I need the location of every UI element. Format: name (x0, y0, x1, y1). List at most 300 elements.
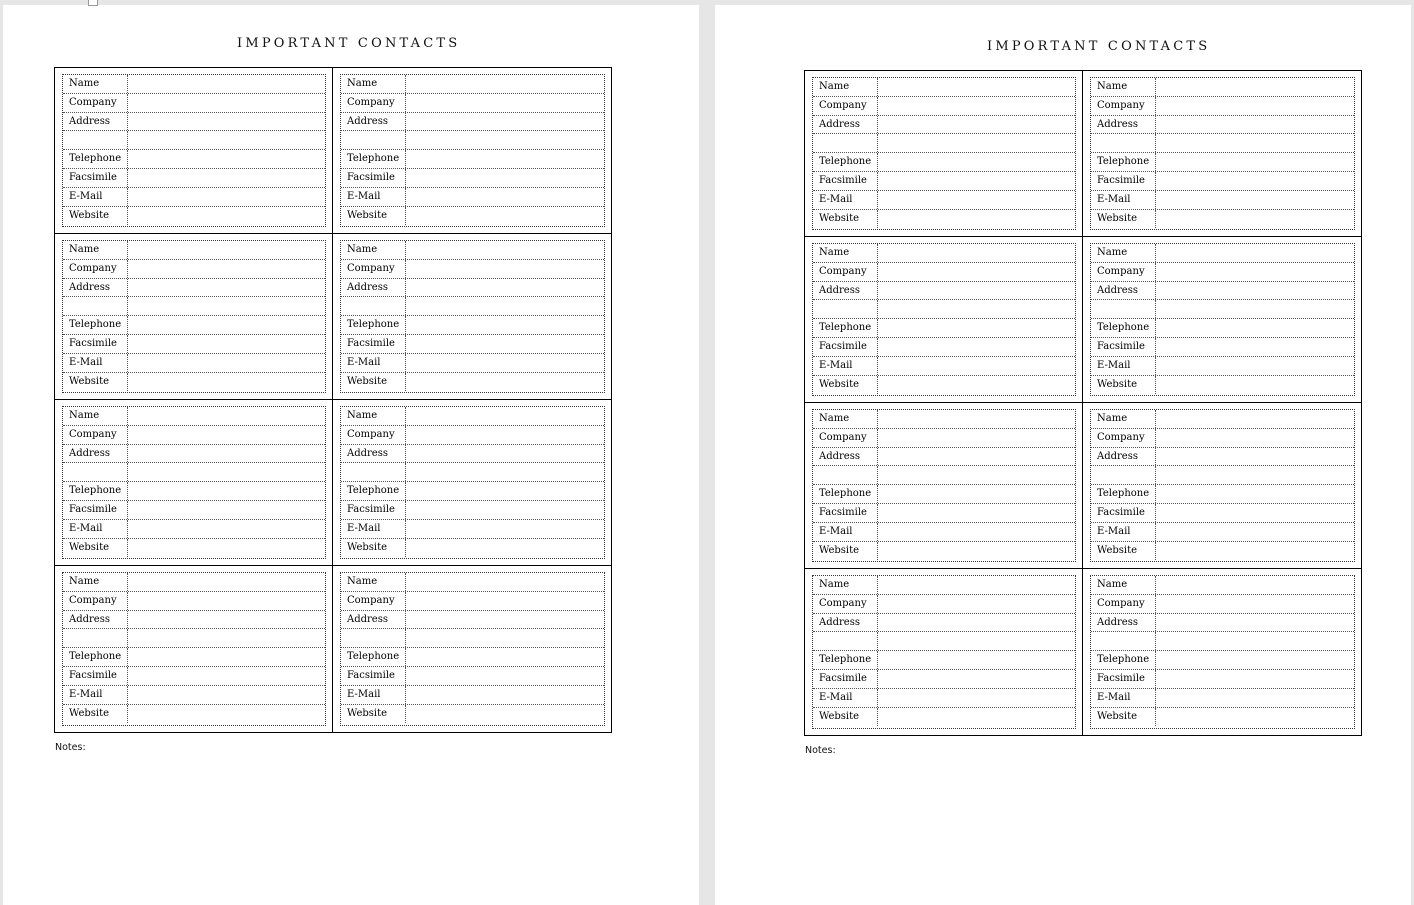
field-label: Website (341, 539, 406, 558)
contact-card (62, 74, 326, 227)
contact-field-row (1091, 614, 1354, 633)
field-value-cell[interactable] (1156, 376, 1354, 395)
field-label: Website (813, 708, 878, 727)
field-value-cell[interactable] (1156, 134, 1354, 152)
field-label: Telephone (813, 651, 878, 669)
field-label (341, 629, 406, 647)
field-value-cell[interactable] (878, 78, 1075, 96)
contact-field-row (63, 354, 325, 373)
field-value-cell[interactable] (1156, 210, 1354, 229)
field-value-cell[interactable] (128, 207, 325, 226)
field-value-cell[interactable] (878, 376, 1075, 395)
field-value-cell[interactable] (128, 667, 325, 685)
contact-field-row (813, 576, 1075, 595)
field-label: Facsimile (813, 504, 878, 522)
contact-field-row (1091, 300, 1354, 319)
field-value-cell[interactable] (878, 191, 1075, 209)
field-label: Telephone (341, 482, 406, 500)
field-value-cell[interactable] (406, 445, 604, 463)
contact-field-row (341, 297, 604, 316)
field-value-cell[interactable] (1156, 632, 1354, 650)
field-label: Name (63, 241, 128, 259)
contact-field-row (1091, 523, 1354, 542)
contact-field-row (1091, 210, 1354, 229)
field-value-cell[interactable] (128, 501, 325, 519)
contact-field-row (1091, 319, 1354, 338)
field-value-cell[interactable] (878, 116, 1075, 134)
field-value-cell[interactable] (1156, 689, 1354, 707)
field-value-cell[interactable] (1156, 410, 1354, 428)
field-value-cell[interactable] (406, 463, 604, 481)
field-label: Company (1091, 263, 1156, 281)
field-value-cell[interactable] (1156, 319, 1354, 337)
field-label: Telephone (341, 316, 406, 334)
field-value-cell[interactable] (1156, 191, 1354, 209)
field-value-cell[interactable] (406, 667, 604, 685)
field-value-cell[interactable] (406, 207, 604, 226)
contact-field-row (1091, 134, 1354, 153)
contact-field-row (1091, 263, 1354, 282)
contact-field-row (813, 632, 1075, 651)
contact-field-row (1091, 595, 1354, 614)
field-value-cell[interactable] (128, 169, 325, 187)
field-value-cell[interactable] (1156, 485, 1354, 503)
field-label: E-Mail (1091, 523, 1156, 541)
field-label: E-Mail (813, 523, 878, 541)
field-label: Company (341, 592, 406, 610)
field-value-cell[interactable] (128, 482, 325, 500)
contact-field-row (1091, 376, 1354, 395)
contact-card-cell (805, 237, 1083, 403)
contact-field-row (341, 94, 604, 113)
field-value-cell[interactable] (878, 153, 1075, 171)
contact-field-row (813, 244, 1075, 263)
field-value-cell[interactable] (128, 188, 325, 206)
field-value-cell[interactable] (1156, 282, 1354, 300)
contact-field-row (813, 614, 1075, 633)
contact-field-row (813, 191, 1075, 210)
contact-field-row (341, 501, 604, 520)
field-value-cell[interactable] (878, 97, 1075, 115)
field-value-cell[interactable] (128, 150, 325, 168)
field-value-cell[interactable] (128, 113, 325, 131)
field-value-cell[interactable] (1156, 651, 1354, 669)
field-value-cell[interactable] (406, 316, 604, 334)
contact-field-row (813, 523, 1075, 542)
page-title: IMPORTANT CONTACTS (237, 36, 461, 51)
field-value-cell[interactable] (406, 407, 604, 425)
field-value-cell[interactable] (878, 595, 1075, 613)
contact-field-row (341, 592, 604, 611)
field-label: Company (63, 592, 128, 610)
contact-field-row (341, 445, 604, 464)
field-label: Website (341, 207, 406, 226)
field-label: Name (63, 407, 128, 425)
field-label: Facsimile (63, 667, 128, 685)
contact-card-cell (55, 566, 333, 732)
field-label: E-Mail (63, 354, 128, 372)
field-label: Telephone (1091, 485, 1156, 503)
contact-field-row (341, 260, 604, 279)
contact-field-row (1091, 410, 1354, 429)
field-value-cell[interactable] (878, 632, 1075, 650)
field-label: Website (341, 705, 406, 724)
contact-field-row (1091, 97, 1354, 116)
field-value-cell[interactable] (406, 573, 604, 591)
field-label: Website (63, 539, 128, 558)
contact-field-row (813, 338, 1075, 357)
contact-field-row (63, 445, 325, 464)
field-value-cell[interactable] (406, 426, 604, 444)
contact-card (1090, 575, 1355, 729)
contact-card (62, 572, 326, 726)
field-value-cell[interactable] (878, 542, 1075, 561)
field-value-cell[interactable] (406, 131, 604, 149)
contact-field-row (813, 429, 1075, 448)
field-label: Name (341, 75, 406, 93)
field-value-cell[interactable] (878, 282, 1075, 300)
field-label: Name (813, 576, 878, 594)
field-value-cell[interactable] (406, 335, 604, 353)
contact-field-row (63, 94, 325, 113)
field-value-cell[interactable] (406, 113, 604, 131)
contact-card-cell (333, 68, 611, 234)
field-value-cell[interactable] (128, 426, 325, 444)
contact-card (340, 240, 605, 393)
contact-card-cell (1083, 71, 1361, 237)
field-label: E-Mail (63, 686, 128, 704)
contact-field-row (341, 573, 604, 592)
field-value-cell[interactable] (128, 407, 325, 425)
field-value-cell[interactable] (878, 708, 1075, 727)
field-value-cell[interactable] (1156, 504, 1354, 522)
contact-field-row (1091, 78, 1354, 97)
contact-field-row (63, 501, 325, 520)
contact-field-row (341, 316, 604, 335)
field-value-cell[interactable] (128, 629, 325, 647)
contact-card (340, 572, 605, 726)
field-value-cell[interactable] (406, 279, 604, 297)
contact-field-row (63, 611, 325, 630)
field-value-cell[interactable] (128, 131, 325, 149)
field-value-cell[interactable] (406, 297, 604, 315)
field-label (63, 297, 128, 315)
contact-card (812, 243, 1076, 396)
contact-card-cell (805, 71, 1083, 237)
field-value-cell[interactable] (878, 244, 1075, 262)
field-value-cell[interactable] (406, 520, 604, 538)
field-value-cell[interactable] (878, 523, 1075, 541)
field-value-cell[interactable] (878, 338, 1075, 356)
field-value-cell[interactable] (128, 463, 325, 481)
field-value-cell[interactable] (128, 354, 325, 372)
field-label: Name (341, 573, 406, 591)
field-value-cell[interactable] (1156, 523, 1354, 541)
field-value-cell[interactable] (128, 539, 325, 558)
field-value-cell[interactable] (878, 448, 1075, 466)
contact-field-row (63, 373, 325, 392)
field-label: Website (63, 705, 128, 724)
field-value-cell[interactable] (128, 75, 325, 93)
field-value-cell[interactable] (128, 297, 325, 315)
field-label: Company (813, 595, 878, 613)
field-label: Website (813, 210, 878, 229)
field-value-cell[interactable] (406, 241, 604, 259)
contact-field-row (63, 629, 325, 648)
contact-field-row (813, 282, 1075, 301)
field-value-cell[interactable] (406, 539, 604, 558)
field-label: Address (813, 282, 878, 300)
field-label: E-Mail (813, 689, 878, 707)
contact-field-row (1091, 504, 1354, 523)
field-value-cell[interactable] (878, 410, 1075, 428)
field-label: Address (341, 113, 406, 131)
field-value-cell[interactable] (1156, 300, 1354, 318)
field-value-cell[interactable] (128, 520, 325, 538)
field-label: Telephone (341, 150, 406, 168)
field-value-cell[interactable] (878, 172, 1075, 190)
field-label: Address (813, 116, 878, 134)
field-value-cell[interactable] (878, 504, 1075, 522)
field-value-cell[interactable] (406, 94, 604, 112)
field-value-cell[interactable] (878, 614, 1075, 632)
contact-field-row (63, 686, 325, 705)
field-label: Company (63, 260, 128, 278)
field-value-cell[interactable] (128, 94, 325, 112)
contact-field-row (1091, 708, 1354, 727)
field-label: Facsimile (341, 335, 406, 353)
field-label: Facsimile (63, 335, 128, 353)
field-value-cell[interactable] (1156, 448, 1354, 466)
field-value-cell[interactable] (1156, 466, 1354, 484)
field-value-cell[interactable] (128, 592, 325, 610)
field-label: Company (63, 426, 128, 444)
field-value-cell[interactable] (1156, 670, 1354, 688)
field-value-cell[interactable] (1156, 116, 1354, 134)
field-value-cell[interactable] (1156, 78, 1354, 96)
contact-field-row (1091, 448, 1354, 467)
page-title: IMPORTANT CONTACTS (987, 39, 1211, 54)
contact-field-row (1091, 485, 1354, 504)
contact-card-cell (805, 569, 1083, 735)
field-value-cell[interactable] (128, 573, 325, 591)
contact-field-row (813, 210, 1075, 229)
field-value-cell[interactable] (878, 429, 1075, 447)
field-value-cell[interactable] (878, 670, 1075, 688)
contact-field-row (813, 595, 1075, 614)
contact-field-row (341, 113, 604, 132)
field-label (813, 466, 878, 484)
field-value-cell[interactable] (878, 300, 1075, 318)
field-value-cell[interactable] (406, 482, 604, 500)
field-label (63, 463, 128, 481)
field-value-cell[interactable] (128, 279, 325, 297)
contact-field-row (341, 279, 604, 298)
field-label: Telephone (1091, 319, 1156, 337)
contact-field-row (63, 279, 325, 298)
contact-field-row (63, 592, 325, 611)
field-value-cell[interactable] (878, 689, 1075, 707)
field-value-cell[interactable] (128, 316, 325, 334)
field-value-cell[interactable] (406, 260, 604, 278)
contact-card-cell (55, 68, 333, 234)
field-value-cell[interactable] (406, 611, 604, 629)
field-value-cell[interactable] (1156, 357, 1354, 375)
field-value-cell[interactable] (406, 592, 604, 610)
contact-field-row (341, 335, 604, 354)
contact-field-row (813, 542, 1075, 561)
field-value-cell[interactable] (406, 150, 604, 168)
field-value-cell[interactable] (406, 501, 604, 519)
field-value-cell[interactable] (128, 648, 325, 666)
field-value-cell[interactable] (128, 260, 325, 278)
field-value-cell[interactable] (1156, 153, 1354, 171)
contact-field-row (1091, 576, 1354, 595)
contact-field-row (813, 97, 1075, 116)
field-label: Facsimile (1091, 338, 1156, 356)
field-value-cell[interactable] (1156, 429, 1354, 447)
field-value-cell[interactable] (1156, 338, 1354, 356)
field-value-cell[interactable] (406, 75, 604, 93)
contact-field-row (63, 648, 325, 667)
field-value-cell[interactable] (878, 319, 1075, 337)
field-label: Company (341, 94, 406, 112)
contact-field-row (341, 629, 604, 648)
contact-field-row (63, 260, 325, 279)
field-label: Company (813, 263, 878, 281)
field-label: Website (1091, 708, 1156, 727)
field-value-cell[interactable] (128, 686, 325, 704)
field-value-cell[interactable] (878, 485, 1075, 503)
contact-field-row (813, 504, 1075, 523)
field-value-cell[interactable] (1156, 542, 1354, 561)
field-value-cell[interactable] (406, 629, 604, 647)
field-label (1091, 632, 1156, 650)
field-label: Website (1091, 210, 1156, 229)
contact-field-row (813, 651, 1075, 670)
contact-field-row (341, 611, 604, 630)
contact-field-row (341, 520, 604, 539)
field-label (341, 463, 406, 481)
field-label: Facsimile (341, 169, 406, 187)
field-label (1091, 300, 1156, 318)
field-value-cell[interactable] (1156, 576, 1354, 594)
field-value-cell[interactable] (1156, 263, 1354, 281)
field-label: Name (341, 407, 406, 425)
contact-field-row (341, 354, 604, 373)
contact-field-row (63, 113, 325, 132)
field-label: Address (1091, 282, 1156, 300)
field-label: E-Mail (341, 520, 406, 538)
field-value-cell[interactable] (128, 445, 325, 463)
field-label: E-Mail (1091, 689, 1156, 707)
field-label: Website (341, 373, 406, 392)
contact-field-row (813, 485, 1075, 504)
contact-field-row (813, 263, 1075, 282)
contact-field-row (341, 407, 604, 426)
contact-field-row (63, 316, 325, 335)
field-value-cell[interactable] (878, 263, 1075, 281)
field-label: Website (1091, 542, 1156, 561)
field-label: Name (63, 75, 128, 93)
field-label: Facsimile (813, 670, 878, 688)
field-label: Name (813, 78, 878, 96)
contact-field-row (1091, 282, 1354, 301)
field-label (813, 134, 878, 152)
field-label: Address (63, 279, 128, 297)
field-label: Address (1091, 448, 1156, 466)
field-value-cell[interactable] (1156, 172, 1354, 190)
contact-card (62, 240, 326, 393)
contact-field-row (63, 75, 325, 94)
field-label (813, 632, 878, 650)
field-value-cell[interactable] (128, 373, 325, 392)
contact-field-row (63, 150, 325, 169)
field-value-cell[interactable] (406, 686, 604, 704)
field-value-cell[interactable] (1156, 708, 1354, 727)
field-value-cell[interactable] (878, 576, 1075, 594)
field-value-cell[interactable] (878, 357, 1075, 375)
contact-field-row (1091, 670, 1354, 689)
field-value-cell[interactable] (128, 705, 325, 724)
field-value-cell[interactable] (406, 373, 604, 392)
contact-field-row (1091, 172, 1354, 191)
contact-field-row (63, 241, 325, 260)
field-label: Company (1091, 595, 1156, 613)
contact-field-row (341, 188, 604, 207)
field-value-cell[interactable] (1156, 614, 1354, 632)
contact-card (812, 575, 1076, 729)
contact-card-cell (1083, 403, 1361, 569)
field-value-cell[interactable] (878, 651, 1075, 669)
field-label: Website (63, 373, 128, 392)
field-value-cell[interactable] (878, 134, 1075, 152)
field-value-cell[interactable] (878, 210, 1075, 229)
field-value-cell[interactable] (406, 354, 604, 372)
contact-field-row (813, 78, 1075, 97)
contact-card (1090, 409, 1355, 562)
contact-field-row (63, 407, 325, 426)
field-value-cell[interactable] (128, 611, 325, 629)
document-page-2 (715, 5, 1411, 905)
contact-field-row (1091, 689, 1354, 708)
field-label: E-Mail (341, 686, 406, 704)
field-value-cell[interactable] (128, 335, 325, 353)
contact-field-row (341, 705, 604, 724)
field-label: Telephone (63, 482, 128, 500)
contact-field-row (813, 319, 1075, 338)
contact-field-row (1091, 466, 1354, 485)
field-value-cell[interactable] (1156, 595, 1354, 613)
field-label: Name (341, 241, 406, 259)
contact-field-row (1091, 153, 1354, 172)
field-value-cell[interactable] (1156, 244, 1354, 262)
field-value-cell[interactable] (1156, 97, 1354, 115)
contact-field-row (341, 373, 604, 392)
field-value-cell[interactable] (878, 466, 1075, 484)
field-label: Address (341, 445, 406, 463)
contact-field-row (813, 300, 1075, 319)
contact-field-row (63, 463, 325, 482)
field-value-cell[interactable] (406, 169, 604, 187)
ruler-marker (88, 0, 98, 6)
field-value-cell[interactable] (406, 648, 604, 666)
field-label: Name (813, 410, 878, 428)
field-label: Name (1091, 78, 1156, 96)
field-value-cell[interactable] (128, 241, 325, 259)
field-value-cell[interactable] (406, 705, 604, 724)
field-value-cell[interactable] (406, 188, 604, 206)
